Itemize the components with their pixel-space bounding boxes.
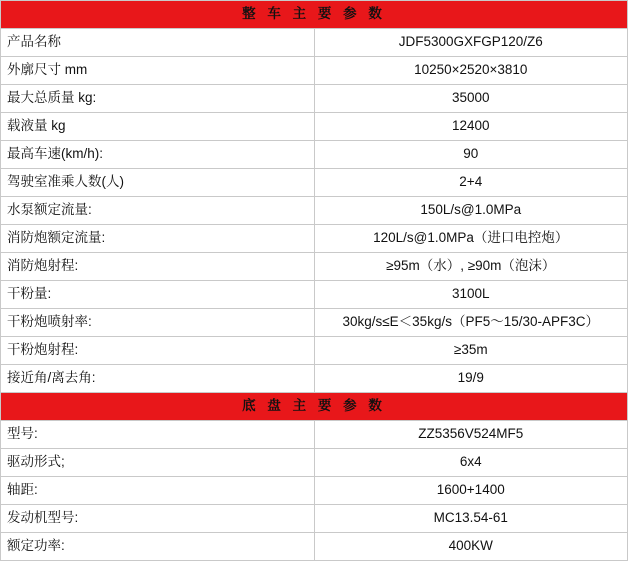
row-value: 150L/s@1.0MPa [314,197,628,225]
section-header-row [1,1,628,29]
row-value: 2+4 [314,169,628,197]
row-label: 轴距: [1,477,315,505]
row-label: 干粉炮射程: [1,337,315,365]
table-row [1,337,628,365]
row-label: 驾驶室准乘人数(人) [1,169,315,197]
table-row [1,197,628,225]
row-label: 外廓尺寸 mm [1,57,315,85]
row-value: 120L/s@1.0MPa（进口电控炮） [314,225,628,253]
row-label: 驱动形式; [1,449,315,477]
spec-table-body [1,1,628,561]
row-value: 3100L [314,281,628,309]
row-label: 产品名称 [1,29,315,57]
row-value: 90 [314,141,628,169]
table-row [1,225,628,253]
table-row [1,113,628,141]
row-value: 19/9 [314,365,628,393]
table-row [1,449,628,477]
row-label: 消防炮额定流量: [1,225,315,253]
table-row [1,169,628,197]
row-value: ≥95m（水）, ≥90m（泡沫） [314,253,628,281]
row-label: 发动机型号: [1,505,315,533]
table-row [1,505,628,533]
row-value: 400KW [314,533,628,561]
row-value: 12400 [314,113,628,141]
row-value: JDF5300GXFGP120/Z6 [314,29,628,57]
table-row [1,421,628,449]
row-value: MC13.54-61 [314,505,628,533]
row-label: 最高车速(km/h): [1,141,315,169]
table-row [1,477,628,505]
section-header-row [1,393,628,421]
table-row [1,365,628,393]
table-row [1,253,628,281]
row-value: 6x4 [314,449,628,477]
row-value: 30kg/s≤E＜35kg/s（PF5～15/30-APF3C） [314,309,628,337]
row-value: 35000 [314,85,628,113]
row-label: 消防炮射程: [1,253,315,281]
table-row [1,533,628,561]
row-value: ≥35m [314,337,628,365]
row-value: 1600+1400 [314,477,628,505]
row-label: 干粉炮喷射率: [1,309,315,337]
row-label: 载液量 kg [1,113,315,141]
table-row [1,85,628,113]
row-label: 接近角/离去角: [1,365,315,393]
section-header-chassis: 底 盘 主 要 参 数 [1,393,628,421]
table-row [1,141,628,169]
row-label: 水泵额定流量: [1,197,315,225]
row-label: 最大总质量 kg: [1,85,315,113]
row-label: 额定功率: [1,533,315,561]
row-label: 干粉量: [1,281,315,309]
table-row [1,57,628,85]
section-header-vehicle: 整 车 主 要 参 数 [1,1,628,29]
table-row [1,29,628,57]
table-row [1,309,628,337]
row-label: 型号: [1,421,315,449]
table-row [1,281,628,309]
row-value: 10250×2520×3810 [314,57,628,85]
row-value: ZZ5356V524MF5 [314,421,628,449]
